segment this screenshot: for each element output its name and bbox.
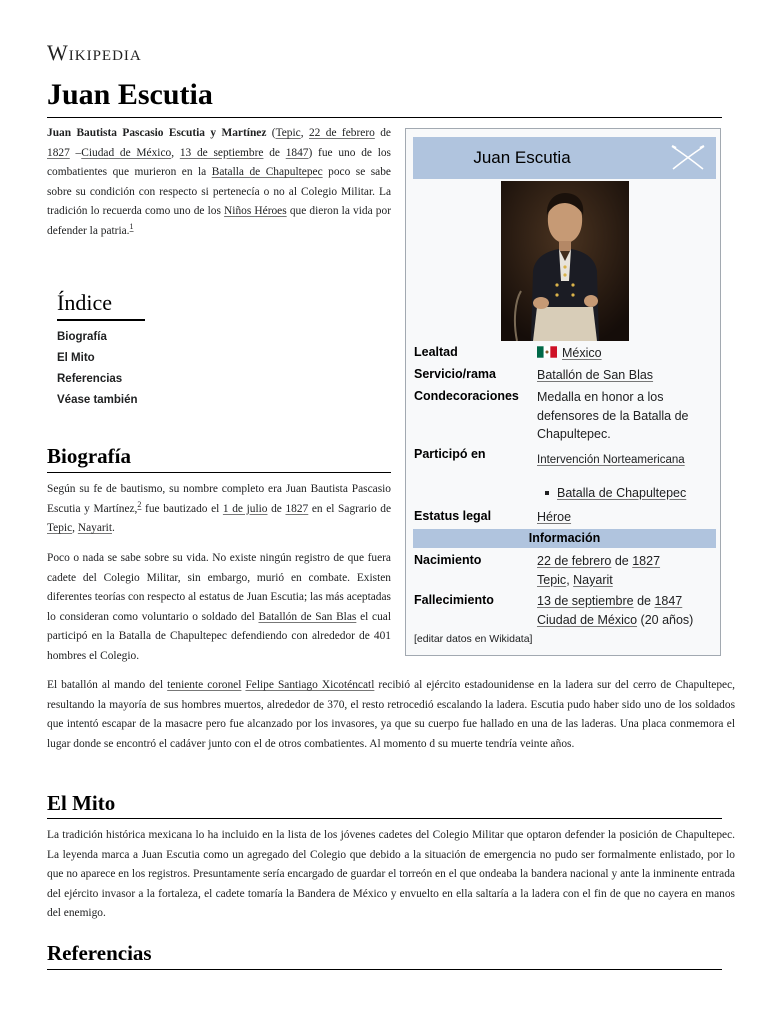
lead-bold-name: Juan Bautista Pascasio Escutia y Martínez <box>47 127 267 139</box>
infobox-label-participo: Participó en <box>414 447 486 461</box>
crossed-sabres-icon <box>670 143 706 173</box>
biografia-paragraph-1 <box>47 480 391 539</box>
infobox-value-nacimiento <box>537 552 715 589</box>
toc-item-el-mito[interactable]: El Mito <box>57 352 95 364</box>
link-teniente-coronel[interactable]: teniente coronel <box>167 679 242 691</box>
page-title: Juan Escutia <box>47 78 213 111</box>
heading-rule <box>47 472 391 473</box>
infobox-value-participo <box>537 451 715 470</box>
paragraph-text: Poco o nada se sabe sobre su vida. No existe ningún registro de que fuera cadete del Colegio Militar, sin embargo, murió en combate. Existen diferentes teorías con respecto al estatus de Juan Escutia; las más aceptadas lo consideran como voluntario o soldado del <box>47 552 391 623</box>
infobox-value-estatus <box>537 508 715 527</box>
lead-text: poco se sabe sobre su condición con respecto si pertenecía o no al Colegio Militar. La tradición lo recuerda como uno de los <box>47 166 391 217</box>
table-of-contents <box>57 290 227 411</box>
heading-referencias: Referencias <box>47 941 152 965</box>
infobox-label-fallecimiento: Fallecimiento <box>414 593 494 607</box>
lead-text: , <box>300 127 309 139</box>
link-birth-year[interactable]: 1827 <box>47 146 70 159</box>
toc-rule <box>57 319 145 321</box>
lead-text: ( <box>266 127 276 139</box>
heading-el-mito: El Mito <box>47 791 116 815</box>
link-batallon-san-blas[interactable]: Batallón de San Blas <box>537 368 654 382</box>
value-text: (20 años) <box>637 612 694 627</box>
link-felipe-santiago-xicotencatl[interactable]: Felipe Santiago Xicoténcatl <box>245 679 375 691</box>
title-rule <box>47 117 722 118</box>
biografia-paragraph-3 <box>47 676 735 754</box>
infobox-value-lealtad <box>537 344 715 363</box>
link-death-year[interactable]: 1847 <box>654 594 683 608</box>
link-death-place[interactable]: Ciudad de México <box>81 146 172 159</box>
lead-text: – <box>69 146 82 159</box>
lead-text: , <box>171 146 180 159</box>
lead-text: de <box>374 127 391 139</box>
mito-paragraph <box>47 826 735 924</box>
link-tepic[interactable]: Tepic <box>47 522 73 534</box>
lead-paragraph <box>47 124 391 241</box>
heading-rule <box>47 969 722 970</box>
infobox-value-servicio <box>537 366 715 385</box>
link-death-date[interactable]: 13 de septiembre <box>179 146 264 159</box>
infobox-value-condecoraciones: Medalla en honor a los defensores de la Batalla de Chapultepec. <box>537 390 689 441</box>
toc-item-referencias[interactable]: Referencias <box>57 373 123 385</box>
mexico-flag-icon <box>537 346 557 358</box>
link-birth-date[interactable]: 22 de febrero <box>308 127 375 139</box>
link-ninos-heroes[interactable]: Niños Héroes <box>224 205 287 217</box>
link-1827[interactable]: 1827 <box>285 502 309 515</box>
link-death-place[interactable]: Ciudad de México <box>537 612 638 627</box>
link-mexico[interactable]: México <box>562 346 602 360</box>
paragraph-text: en el Sagrario de <box>308 502 392 515</box>
portrait-image[interactable] <box>501 181 629 341</box>
paragraph-text: recibió al ejército estadounidense en la ladera sur del cerro de Chapultepec, resultando la mayoría de sus hombres muertos, alrededor de 370, el resto retrocedió escalando la ladera. Escutia pudo haber sido uno de los soldados que intentó escapar de la masacre pero fue alcanzado por los invasores, ya que su cuerpo fue hallado en una de las laderas. Una placa conmemora el lugar donde se encontró el cadáver junto con el de otros combatientes. Al momento d su muerte tendría veinte años. <box>47 679 735 750</box>
paragraph-text: . <box>112 522 115 534</box>
infobox-list-item <box>537 486 686 500</box>
paragraph-text: La tradición histórica mexicana lo ha incluido en la lista de los jóvenes cadetes del Colegio Militar que optaron defender la posición de Chapultepec. La leyenda marca a Juan Escutia como un agregado del Colegio que debido a la situación de emergencia no pudo ser formalmente enlistado, por lo que no aparece en los registros. Presuntamente sería encargado de guardar el torreón en el que ondeaba la bandera nacional y ante la inminente entrada del ejército invasor a la fortaleza, el cadete tomaría la Bandera de México y envuelto en ella saltaría a la ladera con el fin de que no cayera en manos del enemigo. <box>47 829 735 919</box>
link-1-de-julio[interactable]: 1 de julio <box>222 502 268 515</box>
portrait-painting <box>501 181 629 341</box>
infobox-label-lealtad: Lealtad <box>414 345 458 359</box>
link-death-year[interactable]: 1847 <box>285 146 309 159</box>
infobox <box>405 128 721 656</box>
lead-text: de <box>263 146 286 159</box>
reference-1[interactable]: 1 <box>129 221 134 231</box>
toc-item-biografia[interactable]: Biografía <box>57 331 107 343</box>
toc-title: Índice <box>57 290 112 315</box>
lead-text: ) fue uno de los combatientes que murieron en la <box>47 146 391 178</box>
biografia-paragraph-2 <box>47 549 391 666</box>
link-intervencion-norteamericana[interactable]: Intervención Norteamericana <box>537 454 685 466</box>
paragraph-text: El batallón al mando del <box>47 679 168 691</box>
bullet-icon <box>545 491 549 495</box>
paragraph-text: el cual participó en la Batalla de Chapultepec defendiendo con alrededor de 401 hombres el Colegio. <box>47 610 391 662</box>
infobox-label-estatus: Estatus legal <box>414 509 492 523</box>
wikipedia-wordmark[interactable]: Wikipedia <box>47 40 142 65</box>
infobox-label-nacimiento: Nacimiento <box>414 553 482 567</box>
link-tepic[interactable]: Tepic <box>537 572 567 587</box>
infobox-header <box>413 137 716 179</box>
link-nayarit[interactable]: Nayarit <box>77 522 112 534</box>
link-batallon-san-blas[interactable]: Batallón de San Blas <box>258 610 357 623</box>
paragraph-text: de <box>267 502 286 515</box>
reference-2[interactable]: 2 <box>137 499 142 509</box>
value-text: de <box>611 554 633 568</box>
link-batalla-chapultepec[interactable]: Batalla de Chapultepec <box>211 166 323 178</box>
value-text: , <box>566 572 574 587</box>
paragraph-text: , <box>72 522 78 534</box>
heading-rule <box>47 818 722 819</box>
infobox-label-condecoraciones: Condecoraciones <box>414 389 519 403</box>
infobox-section-informacion: Información <box>413 529 716 548</box>
toc-item-vease-tambien[interactable]: Véase también <box>57 394 138 406</box>
paragraph-text: fue bautizado el <box>141 502 223 515</box>
link-tepic[interactable]: Tepic <box>275 127 301 139</box>
value-text: de <box>633 594 655 608</box>
link-birth-year[interactable]: 1827 <box>632 554 661 568</box>
link-birth-date[interactable]: 22 de febrero <box>537 554 612 568</box>
lead-text: que dieron la vida por defender la patria. <box>47 205 391 237</box>
heading-biografia: Biografía <box>47 444 131 468</box>
edit-wikidata-link[interactable]: [editar datos en Wikidata] <box>414 633 533 645</box>
infobox-value-fallecimiento <box>537 592 715 629</box>
paragraph-text: Según su fe de bautismo, su nombre completo era Juan Bautista Pascasio Escutia y Martínez, <box>47 483 391 515</box>
infobox-label-servicio: Servicio/rama <box>414 367 496 381</box>
infobox-title: Juan Escutia <box>473 148 571 167</box>
link-nayarit[interactable]: Nayarit <box>573 572 613 587</box>
link-batalla-chapultepec[interactable]: Batalla de Chapultepec <box>557 486 687 500</box>
link-heroe[interactable]: Héroe <box>537 510 572 524</box>
link-death-date[interactable]: 13 de septiembre <box>537 594 634 608</box>
